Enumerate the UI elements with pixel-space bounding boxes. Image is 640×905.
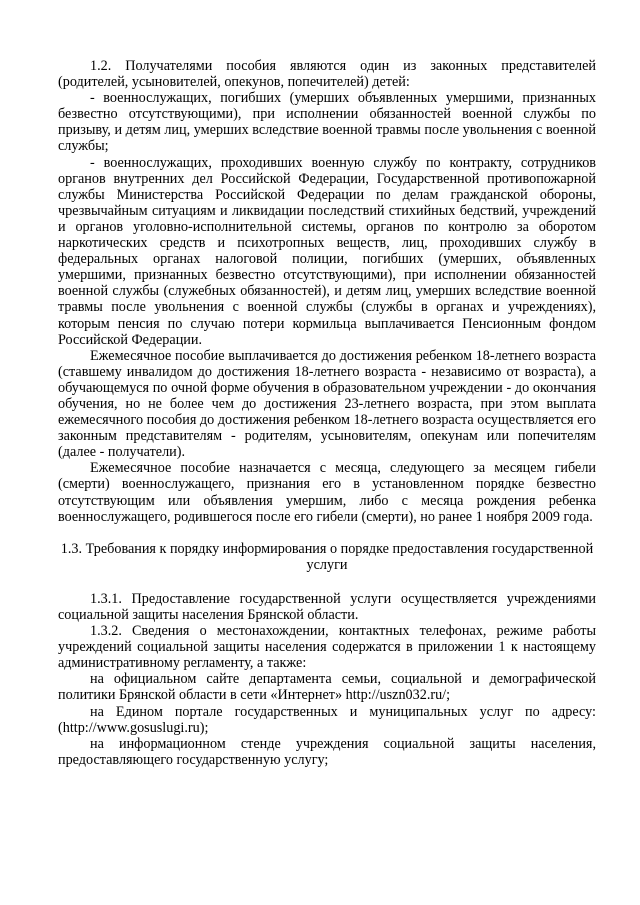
section-gap — [58, 525, 596, 541]
paragraph-unified-portal: на Едином портале государственных и муниципальных услуг по адресу: (http://www.gosuslugi.ru); — [58, 703, 596, 736]
document-page — [58, 58, 596, 768]
section-heading: 1.3. Требования к порядку информирования о порядке предоставления государственной услуги — [60, 540, 594, 573]
paragraph-contact-info: 1.3.2. Сведения о местонахождении, контактных телефонах, режиме работы учреждений социальной защиты населения содержатся в приложении 1 к настоящему административному регламенту, а также: — [58, 623, 596, 672]
paragraph-assignment-date: Ежемесячное пособие назначается с месяца, следующего за месяцем гибели (смерти) военнослужащего, признания его в установленном порядке безвестно отсутствующим или объявления умершим, либо с месяца рождения ребенка военнослужащего, родившегося после его гибели (смерти), но ранее 1 ноября 2009 года. — [58, 460, 596, 525]
paragraph-payment-period: Ежемесячное пособие выплачивается до достижения ребенком 18-летнего возраста (ставшему инвалидом до достижения 18-летнего возраста - независимо от возраста), а обучающемуся по очной форме обучения в образовательном учреждении - до окончания обучения, но не более чем до достижения 23-летнего возраста, при этом выплата ежемесячного пособия до достижения ребенком 18-летнего возраста осуществляется его законным представителям - родителям, усыновителям, опекунам или попечителям (далее - получатели). — [58, 347, 596, 461]
paragraph-info-stand: на информационном стенде учреждения социальной защиты населения, предоставляющего государственную услугу; — [58, 735, 596, 768]
paragraph-contract-servicemen: - военнослужащих, проходивших военную службу по контракту, сотрудников органов внутренних дел Российской Федерации, Государственной противопожарной службы Министерства Российской Федерации по делам гражданской обороны, чрезвычайным ситуациям и ликвидации последствий стихийных бедствий, учреждений и органов уголовно-исполнительной системы, органов по контролю за оборотом наркотических средств и психотропных веществ, лиц, проходивших службу в федеральных органах налоговой полиции, погибших (умерших, объявленных умершими, признанных безвестно отсутствующими), при исполнении обязанностей военной службы (служебных обязанностей), и детям лиц, умерших вследствие военной травмы после увольнения с военной службы (службы в органах и учреждениях), которым пенсия по случаю потери кормильца выплачивается Пенсионным фондом Российской Федерации. — [58, 154, 596, 348]
paragraph-recipients: 1.2. Получателями пособия являются один из законных представителей (родителей, усыновителей, опекунов, попечителей) детей: — [58, 58, 596, 91]
paragraph-official-site: на официальном сайте департамента семьи, социальной и демографической политики Брянской области в сети «Интернет» http://uszn032.ru/; — [58, 671, 596, 704]
paragraph-conscripts: - военнослужащих, погибших (умерших объявленных умершими, признанных безвестно отсутствующими), при исполнении обязанностей военной службы по призыву, и детям лиц, умерших вследствие военной травмы после увольнения с военной службы; — [58, 90, 596, 155]
paragraph-provider: 1.3.1. Предоставление государственной услуги осуществляется учреждениями социальной защиты населения Брянской области. — [58, 590, 596, 623]
section-gap — [58, 573, 596, 591]
